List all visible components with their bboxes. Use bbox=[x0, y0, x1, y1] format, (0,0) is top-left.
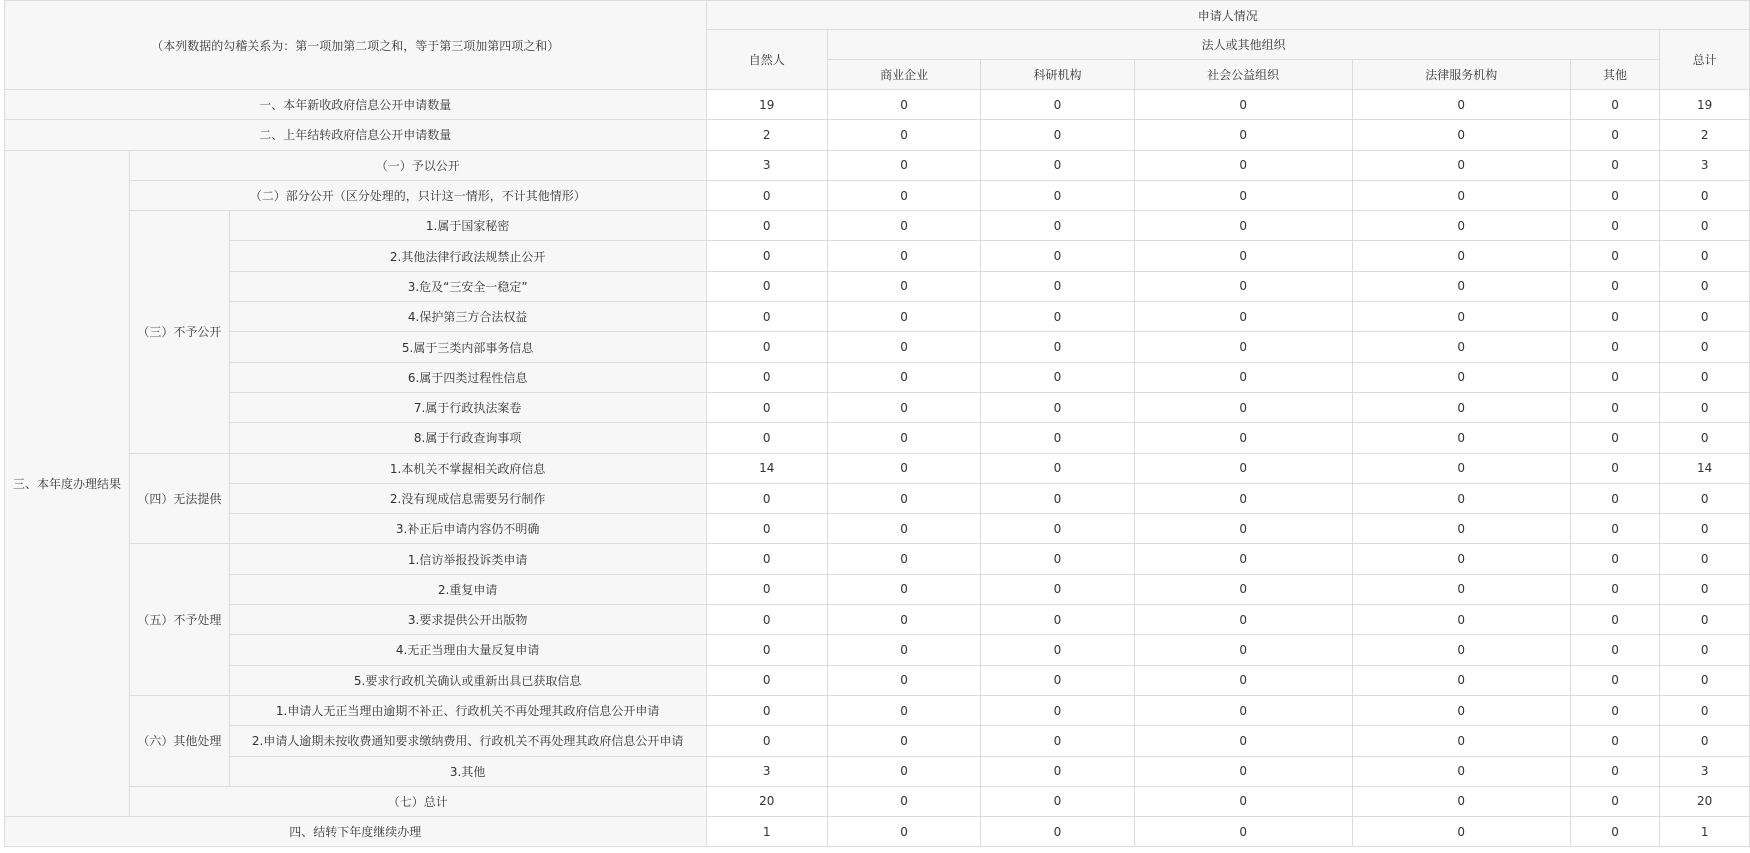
cell-value: 0 bbox=[706, 392, 827, 422]
cell-value: 0 bbox=[1352, 362, 1570, 392]
cell-value: 0 bbox=[706, 241, 827, 271]
cell-value: 0 bbox=[981, 544, 1134, 574]
table-row bbox=[5, 453, 1750, 483]
cell-value: 3 bbox=[706, 150, 827, 180]
cell-value: 0 bbox=[1352, 726, 1570, 756]
cell-value: 0 bbox=[1352, 453, 1570, 483]
row-total-value: 0 bbox=[1660, 241, 1750, 271]
cell-value: 0 bbox=[981, 423, 1134, 453]
row-label: 6.属于四类过程性信息 bbox=[229, 362, 706, 392]
row-total-value: 0 bbox=[1660, 271, 1750, 301]
cell-value: 0 bbox=[981, 574, 1134, 604]
row-total-value: 0 bbox=[1660, 726, 1750, 756]
cell-value: 0 bbox=[706, 544, 827, 574]
cell-value: 2 bbox=[706, 120, 827, 150]
cell-value: 0 bbox=[1570, 726, 1660, 756]
table-row bbox=[5, 392, 1750, 422]
cell-value: 0 bbox=[981, 786, 1134, 816]
cell-value: 0 bbox=[827, 423, 980, 453]
cell-value: 0 bbox=[1134, 483, 1352, 513]
cell-value: 0 bbox=[827, 514, 980, 544]
cell-value: 0 bbox=[981, 332, 1134, 362]
gov-info-disclosure-table bbox=[4, 0, 1750, 847]
cell-value: 0 bbox=[1570, 211, 1660, 241]
cell-value: 0 bbox=[1352, 574, 1570, 604]
cell-value: 0 bbox=[981, 817, 1134, 847]
cell-value: 0 bbox=[827, 362, 980, 392]
cell-value: 0 bbox=[1352, 332, 1570, 362]
row-total-value: 0 bbox=[1660, 514, 1750, 544]
table-row bbox=[5, 605, 1750, 635]
cell-value: 0 bbox=[1570, 362, 1660, 392]
row-label: （二）部分公开（区分处理的，只计这一情形，不计其他情形） bbox=[129, 180, 706, 210]
table-row bbox=[5, 90, 1750, 120]
table-row bbox=[5, 241, 1750, 271]
row-total-value: 0 bbox=[1660, 574, 1750, 604]
header-sub-column: 法律服务机构 bbox=[1352, 60, 1570, 90]
table-row bbox=[5, 180, 1750, 210]
cell-value: 0 bbox=[1570, 756, 1660, 786]
cell-value: 0 bbox=[1134, 574, 1352, 604]
row-total-value: 0 bbox=[1660, 635, 1750, 665]
cell-value: 0 bbox=[1352, 665, 1570, 695]
cell-value: 0 bbox=[1134, 211, 1352, 241]
cell-value: 0 bbox=[1134, 120, 1352, 150]
cell-value: 0 bbox=[1570, 90, 1660, 120]
cell-value: 0 bbox=[1352, 180, 1570, 210]
table-row bbox=[5, 574, 1750, 604]
row-label: 3.其他 bbox=[229, 756, 706, 786]
header-sub-column: 科研机构 bbox=[981, 60, 1134, 90]
cell-value: 0 bbox=[1352, 817, 1570, 847]
cell-value: 0 bbox=[1134, 453, 1352, 483]
cell-value: 0 bbox=[827, 756, 980, 786]
cell-value: 0 bbox=[1570, 392, 1660, 422]
header-applicant: 申请人情况 bbox=[706, 1, 1750, 30]
section-label: 三、本年度办理结果 bbox=[5, 150, 130, 817]
row-total-value: 3 bbox=[1660, 756, 1750, 786]
cell-value: 0 bbox=[1134, 756, 1352, 786]
row-total-value: 0 bbox=[1660, 665, 1750, 695]
row-label: 3.危及“三安全一稳定” bbox=[229, 271, 706, 301]
cell-value: 0 bbox=[1352, 90, 1570, 120]
cell-value: 0 bbox=[827, 726, 980, 756]
cell-value: 0 bbox=[1134, 665, 1352, 695]
table-body bbox=[5, 90, 1750, 847]
cell-value: 0 bbox=[1134, 302, 1352, 332]
cell-value: 0 bbox=[1570, 302, 1660, 332]
cell-value: 0 bbox=[827, 544, 980, 574]
cell-value: 0 bbox=[1134, 180, 1352, 210]
row-label: 7.属于行政执法案卷 bbox=[229, 392, 706, 422]
cell-value: 0 bbox=[706, 362, 827, 392]
cell-value: 19 bbox=[706, 90, 827, 120]
cell-value: 0 bbox=[981, 211, 1134, 241]
row-label: 3.要求提供公开出版物 bbox=[229, 605, 706, 635]
cell-value: 0 bbox=[827, 332, 980, 362]
report-table-container bbox=[4, 0, 1750, 847]
row-label: 2.没有现成信息需要另行制作 bbox=[229, 483, 706, 513]
cell-value: 0 bbox=[706, 423, 827, 453]
cell-value: 0 bbox=[827, 786, 980, 816]
table-row bbox=[5, 271, 1750, 301]
table-row bbox=[5, 544, 1750, 574]
cell-value: 0 bbox=[1134, 150, 1352, 180]
header-legal-group: 法人或其他组织 bbox=[827, 30, 1659, 60]
cell-value: 0 bbox=[706, 635, 827, 665]
cell-value: 0 bbox=[827, 605, 980, 635]
cell-value: 0 bbox=[1134, 362, 1352, 392]
cell-value: 0 bbox=[1352, 605, 1570, 635]
table-row bbox=[5, 211, 1750, 241]
cell-value: 0 bbox=[827, 635, 980, 665]
cell-value: 0 bbox=[1570, 635, 1660, 665]
cell-value: 0 bbox=[1570, 786, 1660, 816]
row-total-value: 20 bbox=[1660, 786, 1750, 816]
cell-value: 0 bbox=[981, 180, 1134, 210]
cell-value: 0 bbox=[1352, 150, 1570, 180]
row-label: 2.其他法律行政法规禁止公开 bbox=[229, 241, 706, 271]
row-label: 4.无正当理由大量反复申请 bbox=[229, 635, 706, 665]
header-sub-column: 社会公益组织 bbox=[1134, 60, 1352, 90]
row-label: 5.属于三类内部事务信息 bbox=[229, 332, 706, 362]
cell-value: 0 bbox=[706, 665, 827, 695]
cell-value: 0 bbox=[1134, 635, 1352, 665]
table-row bbox=[5, 332, 1750, 362]
cell-value: 0 bbox=[1352, 302, 1570, 332]
table-row bbox=[5, 423, 1750, 453]
cell-value: 0 bbox=[1134, 241, 1352, 271]
cell-value: 0 bbox=[1134, 786, 1352, 816]
row-total-value: 3 bbox=[1660, 150, 1750, 180]
group-label: （六）其他处理 bbox=[129, 695, 229, 786]
cell-value: 0 bbox=[981, 514, 1134, 544]
cell-value: 0 bbox=[1570, 120, 1660, 150]
row-total-value: 0 bbox=[1660, 423, 1750, 453]
cell-value: 0 bbox=[1352, 271, 1570, 301]
cell-value: 0 bbox=[1570, 241, 1660, 271]
row-total-value: 14 bbox=[1660, 453, 1750, 483]
row-label: 1.属于国家秘密 bbox=[229, 211, 706, 241]
cell-value: 0 bbox=[706, 302, 827, 332]
row-total-value: 19 bbox=[1660, 90, 1750, 120]
cell-value: 0 bbox=[827, 695, 980, 725]
header-total: 总计 bbox=[1660, 30, 1750, 90]
cell-value: 0 bbox=[1570, 453, 1660, 483]
cell-value: 0 bbox=[1352, 786, 1570, 816]
cell-value: 3 bbox=[706, 756, 827, 786]
cell-value: 0 bbox=[981, 756, 1134, 786]
cell-value: 0 bbox=[827, 120, 980, 150]
header-sub-column: 商业企业 bbox=[827, 60, 980, 90]
cell-value: 0 bbox=[981, 453, 1134, 483]
cell-value: 0 bbox=[827, 817, 980, 847]
cell-value: 0 bbox=[706, 483, 827, 513]
row-label: 5.要求行政机关确认或重新出具已获取信息 bbox=[229, 665, 706, 695]
cell-value: 0 bbox=[981, 120, 1134, 150]
table-row bbox=[5, 756, 1750, 786]
cell-value: 0 bbox=[1134, 271, 1352, 301]
cell-value: 0 bbox=[981, 605, 1134, 635]
cell-value: 0 bbox=[1570, 150, 1660, 180]
cell-value: 0 bbox=[1134, 605, 1352, 635]
row-label: 8.属于行政查询事项 bbox=[229, 423, 706, 453]
cell-value: 0 bbox=[706, 180, 827, 210]
table-row bbox=[5, 817, 1750, 847]
row-label: 二、上年结转政府信息公开申请数量 bbox=[5, 120, 707, 150]
row-label: 4.保护第三方合法权益 bbox=[229, 302, 706, 332]
row-total-value: 0 bbox=[1660, 695, 1750, 725]
table-row bbox=[5, 726, 1750, 756]
cell-value: 0 bbox=[1570, 817, 1660, 847]
group-label: （五）不予处理 bbox=[129, 544, 229, 695]
cell-value: 0 bbox=[981, 302, 1134, 332]
cell-value: 0 bbox=[981, 150, 1134, 180]
table-row bbox=[5, 120, 1750, 150]
row-label: 一、本年新收政府信息公开申请数量 bbox=[5, 90, 707, 120]
cell-value: 0 bbox=[1570, 574, 1660, 604]
cell-value: 0 bbox=[1352, 544, 1570, 574]
cell-value: 0 bbox=[827, 180, 980, 210]
cell-value: 0 bbox=[1570, 544, 1660, 574]
cell-value: 0 bbox=[981, 483, 1134, 513]
header-sub-column: 其他 bbox=[1570, 60, 1660, 90]
cell-value: 0 bbox=[981, 695, 1134, 725]
cell-value: 0 bbox=[1134, 392, 1352, 422]
cell-value: 0 bbox=[1570, 271, 1660, 301]
cell-value: 1 bbox=[706, 817, 827, 847]
cell-value: 0 bbox=[1352, 514, 1570, 544]
cell-value: 0 bbox=[1134, 817, 1352, 847]
row-total-value: 0 bbox=[1660, 302, 1750, 332]
cell-value: 0 bbox=[827, 574, 980, 604]
cell-value: 0 bbox=[1570, 332, 1660, 362]
cell-value: 0 bbox=[827, 453, 980, 483]
row-label: 3.补正后申请内容仍不明确 bbox=[229, 514, 706, 544]
row-total-value: 0 bbox=[1660, 362, 1750, 392]
cell-value: 0 bbox=[1352, 756, 1570, 786]
cell-value: 0 bbox=[827, 302, 980, 332]
table-row bbox=[5, 665, 1750, 695]
cell-value: 0 bbox=[1134, 90, 1352, 120]
cell-value: 0 bbox=[981, 665, 1134, 695]
row-label: 1.本机关不掌握相关政府信息 bbox=[229, 453, 706, 483]
cell-value: 0 bbox=[827, 271, 980, 301]
cell-value: 0 bbox=[1352, 392, 1570, 422]
cell-value: 0 bbox=[1570, 423, 1660, 453]
table-row bbox=[5, 302, 1750, 332]
cell-value: 0 bbox=[706, 514, 827, 544]
cell-value: 0 bbox=[706, 605, 827, 635]
cell-value: 0 bbox=[827, 150, 980, 180]
cell-value: 0 bbox=[981, 271, 1134, 301]
cell-value: 0 bbox=[1352, 635, 1570, 665]
row-label: 1.信访举报投诉类申请 bbox=[229, 544, 706, 574]
row-total-value: 0 bbox=[1660, 211, 1750, 241]
row-label: 2.重复申请 bbox=[229, 574, 706, 604]
cell-value: 0 bbox=[1134, 726, 1352, 756]
row-total-value: 0 bbox=[1660, 605, 1750, 635]
header-natural-person: 自然人 bbox=[706, 30, 827, 90]
cell-value: 0 bbox=[981, 241, 1134, 271]
row-total-value: 0 bbox=[1660, 544, 1750, 574]
row-total-value: 0 bbox=[1660, 180, 1750, 210]
cell-value: 0 bbox=[1352, 483, 1570, 513]
row-label: （七）总计 bbox=[129, 786, 706, 816]
cell-value: 0 bbox=[706, 726, 827, 756]
cell-value: 0 bbox=[706, 695, 827, 725]
group-label: （四）无法提供 bbox=[129, 453, 229, 544]
cell-value: 0 bbox=[1352, 241, 1570, 271]
cell-value: 0 bbox=[981, 362, 1134, 392]
table-row bbox=[5, 635, 1750, 665]
table-row bbox=[5, 150, 1750, 180]
cell-value: 0 bbox=[827, 665, 980, 695]
cell-value: 0 bbox=[1134, 423, 1352, 453]
row-total-value: 0 bbox=[1660, 392, 1750, 422]
table-row bbox=[5, 786, 1750, 816]
cell-value: 0 bbox=[1570, 665, 1660, 695]
cell-value: 0 bbox=[706, 271, 827, 301]
cell-value: 0 bbox=[981, 635, 1134, 665]
cell-value: 0 bbox=[1570, 483, 1660, 513]
cell-value: 0 bbox=[1134, 514, 1352, 544]
cell-value: 0 bbox=[1352, 211, 1570, 241]
cell-value: 0 bbox=[981, 726, 1134, 756]
cell-value: 0 bbox=[827, 392, 980, 422]
row-total-value: 2 bbox=[1660, 120, 1750, 150]
cell-value: 0 bbox=[1134, 544, 1352, 574]
cell-value: 0 bbox=[1352, 120, 1570, 150]
group-label: （三）不予公开 bbox=[129, 211, 229, 453]
cell-value: 0 bbox=[827, 211, 980, 241]
row-total-value: 0 bbox=[1660, 332, 1750, 362]
row-total-value: 0 bbox=[1660, 483, 1750, 513]
cell-value: 0 bbox=[827, 90, 980, 120]
cell-value: 0 bbox=[1570, 514, 1660, 544]
row-total-value: 1 bbox=[1660, 817, 1750, 847]
row-label: 2.申请人逾期未按收费通知要求缴纳费用、行政机关不再处理其政府信息公开申请 bbox=[229, 726, 706, 756]
cell-value: 0 bbox=[827, 241, 980, 271]
cell-value: 20 bbox=[706, 786, 827, 816]
cell-value: 0 bbox=[1352, 695, 1570, 725]
cell-value: 0 bbox=[981, 90, 1134, 120]
cell-value: 0 bbox=[1134, 332, 1352, 362]
cell-value: 14 bbox=[706, 453, 827, 483]
cell-value: 0 bbox=[1570, 695, 1660, 725]
table-row bbox=[5, 483, 1750, 513]
cell-value: 0 bbox=[981, 392, 1134, 422]
cell-value: 0 bbox=[706, 211, 827, 241]
row-label: 1.申请人无正当理由逾期不补正、行政机关不再处理其政府信息公开申请 bbox=[229, 695, 706, 725]
cell-value: 0 bbox=[1570, 605, 1660, 635]
row-label: 四、结转下年度继续办理 bbox=[5, 817, 707, 847]
cell-value: 0 bbox=[1134, 695, 1352, 725]
cell-value: 0 bbox=[706, 574, 827, 604]
table-row bbox=[5, 695, 1750, 725]
cell-value: 0 bbox=[1352, 423, 1570, 453]
table-row bbox=[5, 514, 1750, 544]
header-note: （本列数据的勾稽关系为：第一项加第二项之和，等于第三项加第四项之和） bbox=[5, 1, 707, 90]
cell-value: 0 bbox=[1570, 180, 1660, 210]
table-row bbox=[5, 362, 1750, 392]
cell-value: 0 bbox=[827, 483, 980, 513]
cell-value: 0 bbox=[706, 332, 827, 362]
row-label: （一）予以公开 bbox=[129, 150, 706, 180]
